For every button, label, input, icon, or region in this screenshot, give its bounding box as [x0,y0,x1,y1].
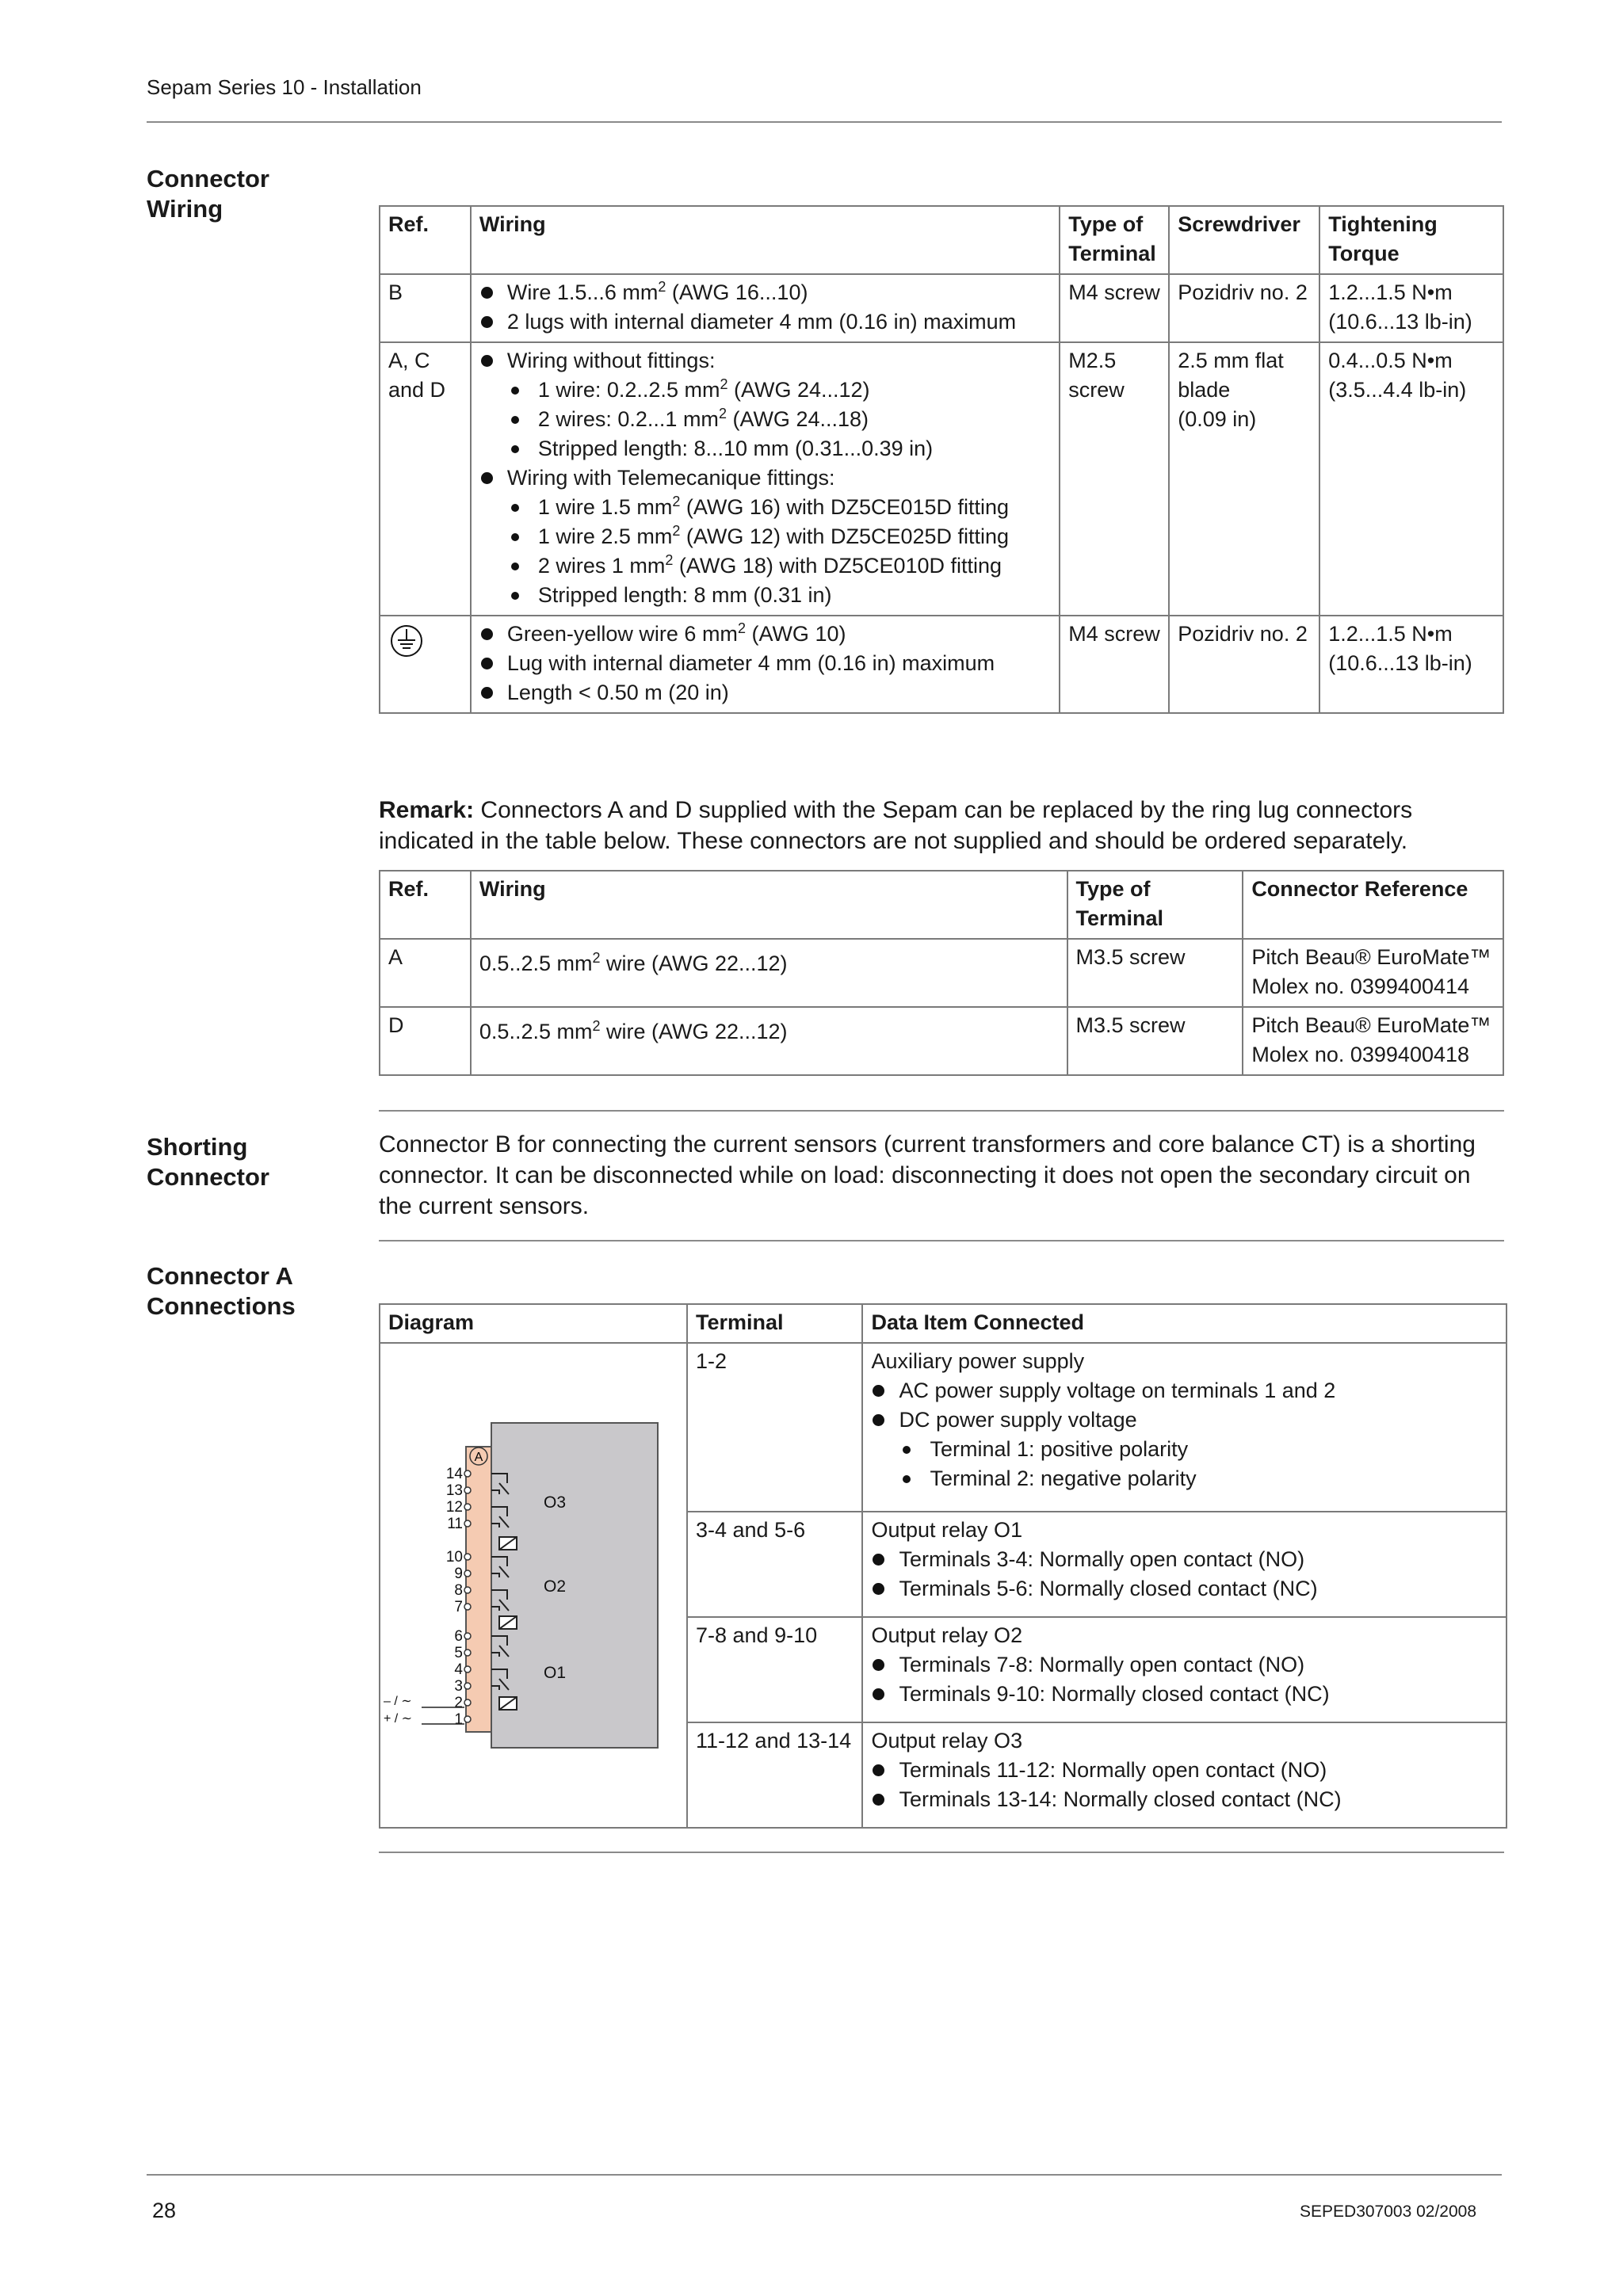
cell-terminal: M4 screw [1060,616,1169,713]
cell-ref: D [380,1007,471,1075]
pin-label: 12 [445,1499,463,1516]
col-data-item: Data Item Connected [862,1304,1507,1343]
cell-terminal: 7-8 and 9-10 [687,1617,862,1722]
pin-label: 1 [454,1711,463,1728]
list-item: Terminals 13-14: Normally closed contact (NC) [871,1785,1498,1814]
cell-wiring: 0.5..2.5 $mm^2$ wire (AWG 22...12) [471,939,1067,1007]
cell-wiring [471,274,1060,342]
pin-label: 11 [447,1516,463,1532]
cell-screwdriver: Pozidriv no. 2 [1169,274,1319,342]
connector-label: A [474,1451,483,1464]
supply-minus-label: – / ∼ [384,1695,412,1708]
list-item: Terminal 1: positive polarity [871,1435,1498,1464]
list-item: Lug with internal diameter 4 mm (0.16 in) maximum [479,649,1051,678]
pin-label: 13 [445,1482,463,1499]
cell-ref: A [380,939,471,1007]
list-item: 1 wire 2.5 $mm^2$ (AWG 12) with DZ5CE025D fitting [479,522,1051,551]
cell-ref: B [380,274,471,342]
ground-icon [388,623,425,659]
pin-label: 10 [445,1549,463,1566]
cell-connector-ref: Pitch Beau® EuroMate™ Molex no. 0399400414 [1243,939,1503,1007]
cell-wiring [471,342,1060,616]
section-rule [379,1852,1504,1853]
cell-ref: A, C and D [380,342,471,616]
col-ref: Ref. [380,871,471,939]
pin-label: 9 [454,1566,463,1582]
cell-terminal: 1-2 [687,1343,862,1512]
section-title-connector-a: Connector A Connections [147,1262,296,1320]
list-item: 2 wires 1 $mm^2$ (AWG 18) with DZ5CE010D fitting [479,551,1051,581]
cell-screwdriver: Pozidriv no. 2 [1169,616,1319,713]
table-row [380,342,1503,616]
section-rule [379,1240,1504,1241]
connector-a-diagram [380,1344,686,1819]
cell-diagram [380,1343,687,1828]
list-item: 1 wire 1.5 $mm^2$ (AWG 16) with DZ5CE015D fitting [479,493,1051,522]
running-header: Sepam Series 10 - Installation [147,75,422,99]
list-item: AC power supply voltage on terminals 1 and 2 [871,1376,1498,1405]
table-row [380,1343,1507,1512]
pin-label: 14 [445,1466,463,1482]
pin-label: 7 [454,1599,463,1615]
table-row [380,616,1503,713]
col-wiring: Wiring [471,871,1067,939]
cell-screwdriver: 2.5 mm flat blade (0.09 in) [1169,342,1319,616]
cell-torque: 0.4...0.5 N•m (3.5...4.4 lb-in) [1319,342,1503,616]
col-terminal: Type of Terminal [1060,206,1169,274]
wiring-table [379,205,1504,714]
list-item: Terminal 2: negative polarity [871,1464,1498,1493]
table-header-row [380,1304,1507,1343]
cell-data-item: Output relay O2 Terminals 7-8: Normally open contact (NO) Terminals 9-10: Normally closed contact (NC) [862,1617,1507,1722]
col-screwdriver: Screwdriver [1169,206,1319,274]
pin-label: 3 [454,1678,463,1695]
cell-data-item: Auxiliary power supply AC power supply voltage on terminals 1 and 2 DC power supply voltage Terminal 1: positive polarity Terminal 2: negative polarity [862,1343,1507,1512]
section-rule [379,1110,1504,1112]
col-terminal: Terminal [687,1304,862,1343]
table-header-row [380,871,1503,939]
relay-o2-label: O2 [544,1577,567,1596]
pin-label: 6 [454,1628,463,1645]
cell-torque: 1.2...1.5 N•m (10.6...13 lb-in) [1319,616,1503,713]
cell-data-item: Output relay O3 Terminals 11-12: Normally open contact (NO) Terminals 13-14: Normally closed contact (NC) [862,1722,1507,1828]
pin-label: 8 [454,1582,463,1599]
list-item: Terminals 11-12: Normally open contact (NO) [871,1756,1498,1785]
col-ref: Ref. [380,206,471,274]
cell-terminal: 3-4 and 5-6 [687,1512,862,1617]
list-item: Wire 1.5...6 $mm^2$ (AWG 16...10) [479,278,1051,307]
table-header-row [380,206,1503,274]
list-item: Terminals 9-10: Normally closed contact (NC) [871,1680,1498,1709]
cell-terminal: M2.5 screw [1060,342,1169,616]
remark-paragraph: Remark: Connectors A and D supplied with the Sepam can be replaced by the ring lug connectors indicated in the table below. These connectors are not supplied and should be ordered separately. [379,797,1413,854]
section-title-shorting-connector: Shorting Connector [147,1133,269,1191]
list-item: Length < 0.50 m (20 in) [479,678,1051,707]
relay-o3-label: O3 [544,1493,567,1512]
section-title-connector-wiring: Connector Wiring [147,165,269,223]
cell-terminal: M4 screw [1060,274,1169,342]
cell-data-item: Output relay O1 Terminals 3-4: Normally open contact (NO) Terminals 5-6: Normally closed contact (NC) [862,1512,1507,1617]
list-item: Terminals 3-4: Normally open contact (NO) [871,1545,1498,1574]
list-item: Wiring with Telemecanique fittings: [479,463,1051,493]
col-wiring: Wiring [471,206,1060,274]
list-item: Terminals 5-6: Normally closed contact (NC) [871,1574,1498,1604]
cell-wiring: 0.5..2.5 $mm^2$ wire (AWG 22...12) [471,1007,1067,1075]
document-reference: SEPED307003 02/2008 [1300,2203,1477,2221]
pin-label: 5 [454,1645,463,1661]
footer-rule [147,2174,1502,2176]
col-connector-reference: Connector Reference [1243,871,1503,939]
connector-a-table [379,1303,1507,1829]
cell-ref [380,616,471,713]
cell-torque: 1.2...1.5 N•m (10.6...13 lb-in) [1319,274,1503,342]
list-item: DC power supply voltage [871,1405,1498,1435]
col-torque: Tightening Torque [1319,206,1503,274]
table-row [380,1007,1503,1075]
cell-connector-ref: Pitch Beau® EuroMate™ Molex no. 0399400418 [1243,1007,1503,1075]
list-item: 1 wire: 0.2..2.5 $mm^2$ (AWG 24...12) [479,376,1051,405]
list-item: Stripped length: 8...10 mm (0.31...0.39 in) [479,434,1051,463]
header-rule [147,121,1502,123]
col-terminal: Type of Terminal [1067,871,1243,939]
col-diagram: Diagram [380,1304,687,1343]
list-item: Wiring without fittings: [479,346,1051,376]
cell-terminal: M3.5 screw [1067,1007,1243,1075]
relay-o1-label: O1 [544,1664,567,1682]
pin-label: 4 [454,1661,463,1678]
cell-terminal: M3.5 screw [1067,939,1243,1007]
pin-label: 2 [454,1695,463,1711]
cell-wiring [471,616,1060,713]
table-row [380,939,1503,1007]
supply-plus-label: + / ∼ [384,1712,413,1726]
list-item: Stripped length: 8 mm (0.31 in) [479,581,1051,610]
table-row [380,274,1503,342]
cell-terminal: 11-12 and 13-14 [687,1722,862,1828]
list-item: 2 wires: 0.2...1 $mm^2$ (AWG 24...18) [479,405,1051,434]
ring-lug-table [379,870,1504,1076]
list-item: 2 lugs with internal diameter 4 mm (0.16 in) maximum [479,307,1051,337]
list-item: Terminals 7-8: Normally open contact (NO) [871,1650,1498,1680]
list-item: Green-yellow wire 6 $mm^2$ (AWG 10) [479,620,1051,649]
page-number: 28 [152,2199,177,2222]
shorting-paragraph: Connector B for connecting the current sensors (current transformers and core balance CT) is a shorting connector. It can be disconnected while on load: disconnecting it does not open the secondary circuit on the current sensors. [379,1131,1476,1219]
